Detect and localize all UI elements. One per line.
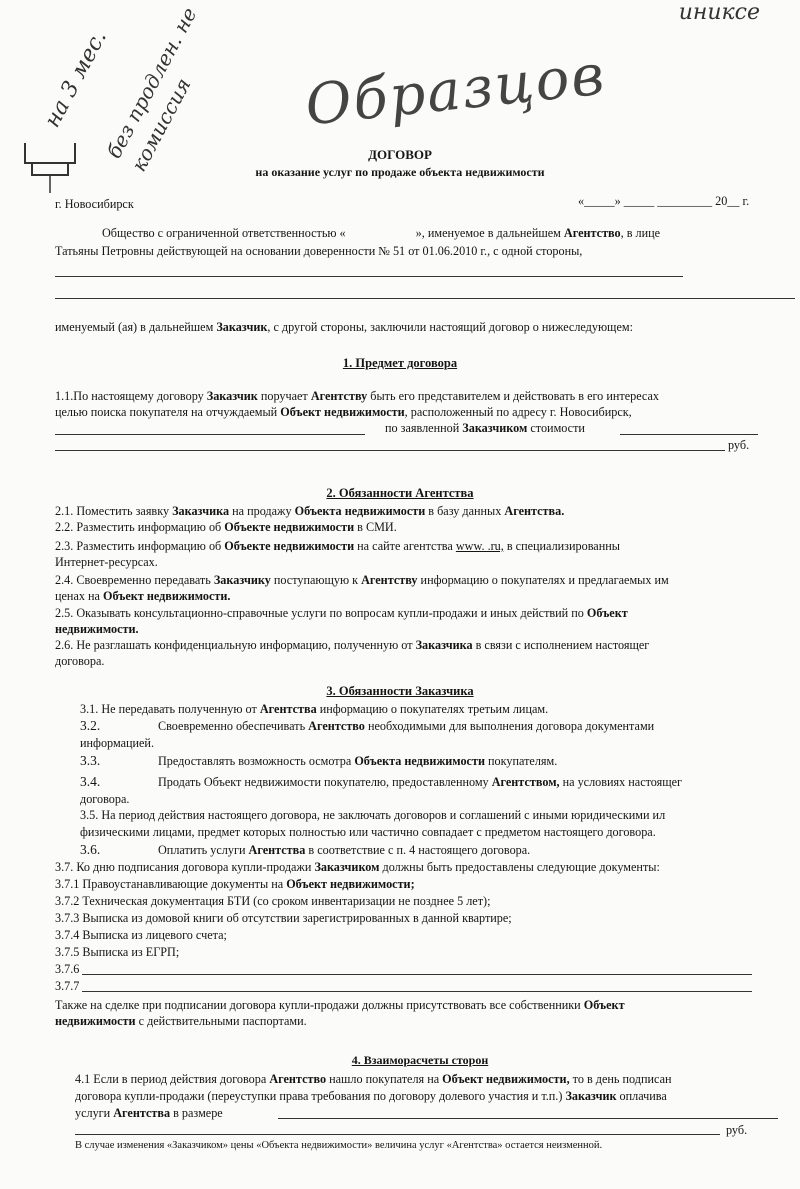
document-subtitle: на оказание услуг по продаже объекта недвижимости [255, 165, 545, 179]
s1-line-3: по заявленной Заказчиком стоимости [385, 421, 585, 435]
s2-item-3: 2.3. Разместить информацию об Объекте недвижимости на сайте агентства www. .ru, в специализированны [55, 539, 620, 553]
s3-item-4-cont: договора. [80, 792, 130, 806]
s3-item-3: 3.3. Предоставлять возможность осмотра Объекта недвижимости покупателям. [80, 753, 558, 768]
s3-item-5: 3.5. На период действия настоящего договора, не заключать договоров и соглашений с иными юридическими ил [80, 808, 666, 822]
section-4-heading: 4. Взаиморасчеты сторон [351, 1053, 489, 1067]
handwritten-note-left: на 3 мес. [40, 26, 112, 132]
blank-line [55, 298, 795, 299]
s3-item-7-5: 3.7.5 Выписка из ЕГРП; [55, 945, 180, 959]
s2-item-4: 2.4. Своевременно передавать Заказчику поступающую к Агентству информацию о покупателях и предлагаемых им [55, 573, 669, 587]
s1-line-2: целью поиска покупателя на отчуждаемый Объект недвижимости, расположенный по адресу г. Новосибирск, [55, 405, 632, 419]
s3-item-1: 3.1. Не передавать полученную от Агентства информацию о покупателях третьим лицам. [80, 702, 549, 716]
s3-item-7-7: 3.7.7 [55, 979, 80, 993]
s2-item-6-cont: договора. [55, 654, 105, 668]
s2-item-5-cont: недвижимости. [55, 622, 139, 636]
blank-line [55, 276, 683, 277]
s2-item-3-cont: Интернет-ресурсах. [55, 555, 158, 569]
s3-item-6: 3.6. Оплатить услуги Агентства в соответствие с п. 4 настоящего договора. [80, 842, 531, 857]
s3-item-4: 3.4. Продать Объект недвижимости покупателю, предоставленному Агентством, на условиях настоящег [80, 774, 683, 789]
intro-line-3: именуемый (ая) в дальнейшем Заказчик, с другой стороны, заключили настоящий договор о нижеследующем: [55, 320, 633, 334]
section-2-heading: 2. Обязанности Агентства [326, 486, 474, 500]
document-title: ДОГОВОР [368, 147, 432, 162]
rub-label: руб. [728, 438, 750, 452]
s4-line-1: 4.1 Если в период действия договора Агентство нашло покупателя на Объект недвижимости, то в день подписан [75, 1072, 672, 1086]
address-blank [55, 434, 365, 435]
s3-also-2: недвижимости с действительными паспортами. [55, 1014, 307, 1028]
city: г. Новосибирск [55, 197, 134, 211]
section-1-heading: 1. Предмет договора [342, 356, 458, 370]
s3-item-7-6: 3.7.6 [55, 962, 80, 976]
fee-blank [278, 1118, 778, 1119]
handwritten-sample-mark: Образцов [302, 42, 609, 139]
s2-item-6: 2.6. Не разглашать конфиденциальную информацию, полученную от Заказчика в связи с исполнением настоящег [55, 638, 650, 652]
s3-also-1: Также на сделке при подписании договора купли-продажи должны присутствовать все собственники Объект [55, 998, 625, 1012]
s3-item-2: 3.2. Своевременно обеспечивать Агентство необходимыми для выполнения договора документами [80, 718, 655, 733]
s1-line-1: 1.1.По настоящему договору Заказчик поручает Агентству быть его представителем и действовать в его интересах [55, 389, 659, 403]
s3-item-5-cont: физическими лицами, предмет которых полностью или частично совпадает с предметом настоящего договора. [80, 825, 656, 839]
s3-item-2-cont: информацией. [80, 736, 155, 750]
intro-line-1: Общество с ограниченной ответственностью « », именуемое в дальнейшем Агентство, в лице [102, 226, 661, 240]
contract-date: «_____» _____ _________ 20__ г. [578, 194, 750, 208]
blank-line [82, 991, 752, 992]
s4-line-2: договора купли-продажи (переуступки права требования по договору долевого участия и т.п.) Заказчик оплачива [75, 1089, 667, 1103]
s2-item-2: 2.2. Разместить информацию об Объекте недвижимости в СМИ. [55, 520, 397, 534]
s2-item-1: 2.1. Поместить заявку Заказчика на продажу Объекта недвижимости в базу данных Агентства. [55, 504, 565, 518]
price-blank-2 [55, 450, 725, 451]
handwritten-note-top: иниксе [678, 0, 760, 25]
handwritten-note-left-2: без продлен. не комиссия [101, 3, 202, 176]
s4-line-3: услуги Агентства в размере [75, 1106, 223, 1120]
s3-item-7-2: 3.7.2 Техническая документация БТИ (со сроком инвентаризации не позднее 5 лет); [55, 894, 491, 908]
s2-item-4-cont: ценах на Объект недвижимости. [55, 589, 231, 603]
s4-rub: руб. [726, 1123, 748, 1137]
blank-line [82, 974, 752, 975]
intro-line-2: Татьяны Петровны действующей на основании доверенности № 51 от 01.06.2010 г., с одной стороны, [55, 244, 583, 258]
fee-blank-2 [75, 1134, 720, 1135]
s3-item-7: 3.7. Ко дню подписания договора купли-продажи Заказчиком должны быть предоставлены следующие документы: [55, 860, 660, 874]
section-3-heading: 3. Обязанности Заказчика [326, 684, 474, 698]
s4-note: В случае изменения «Заказчиком» цены «Объекта недвижимости» величина услуг «Агентства» остается неизменной. [75, 1140, 603, 1151]
s2-item-5: 2.5. Оказывать консультационно-справочные услуги по вопросам купли-продажи и иных действий по Объект [55, 606, 628, 620]
price-blank [620, 434, 758, 435]
s3-item-7-3: 3.7.3 Выписка из домовой книги об отсутствии зарегистрированных в данной квартире; [55, 911, 512, 925]
s3-item-7-1: 3.7.1 Правоустанавливающие документы на Объект недвижимости; [55, 877, 415, 891]
s3-item-7-4: 3.7.4 Выписка из лицевого счета; [55, 928, 227, 942]
